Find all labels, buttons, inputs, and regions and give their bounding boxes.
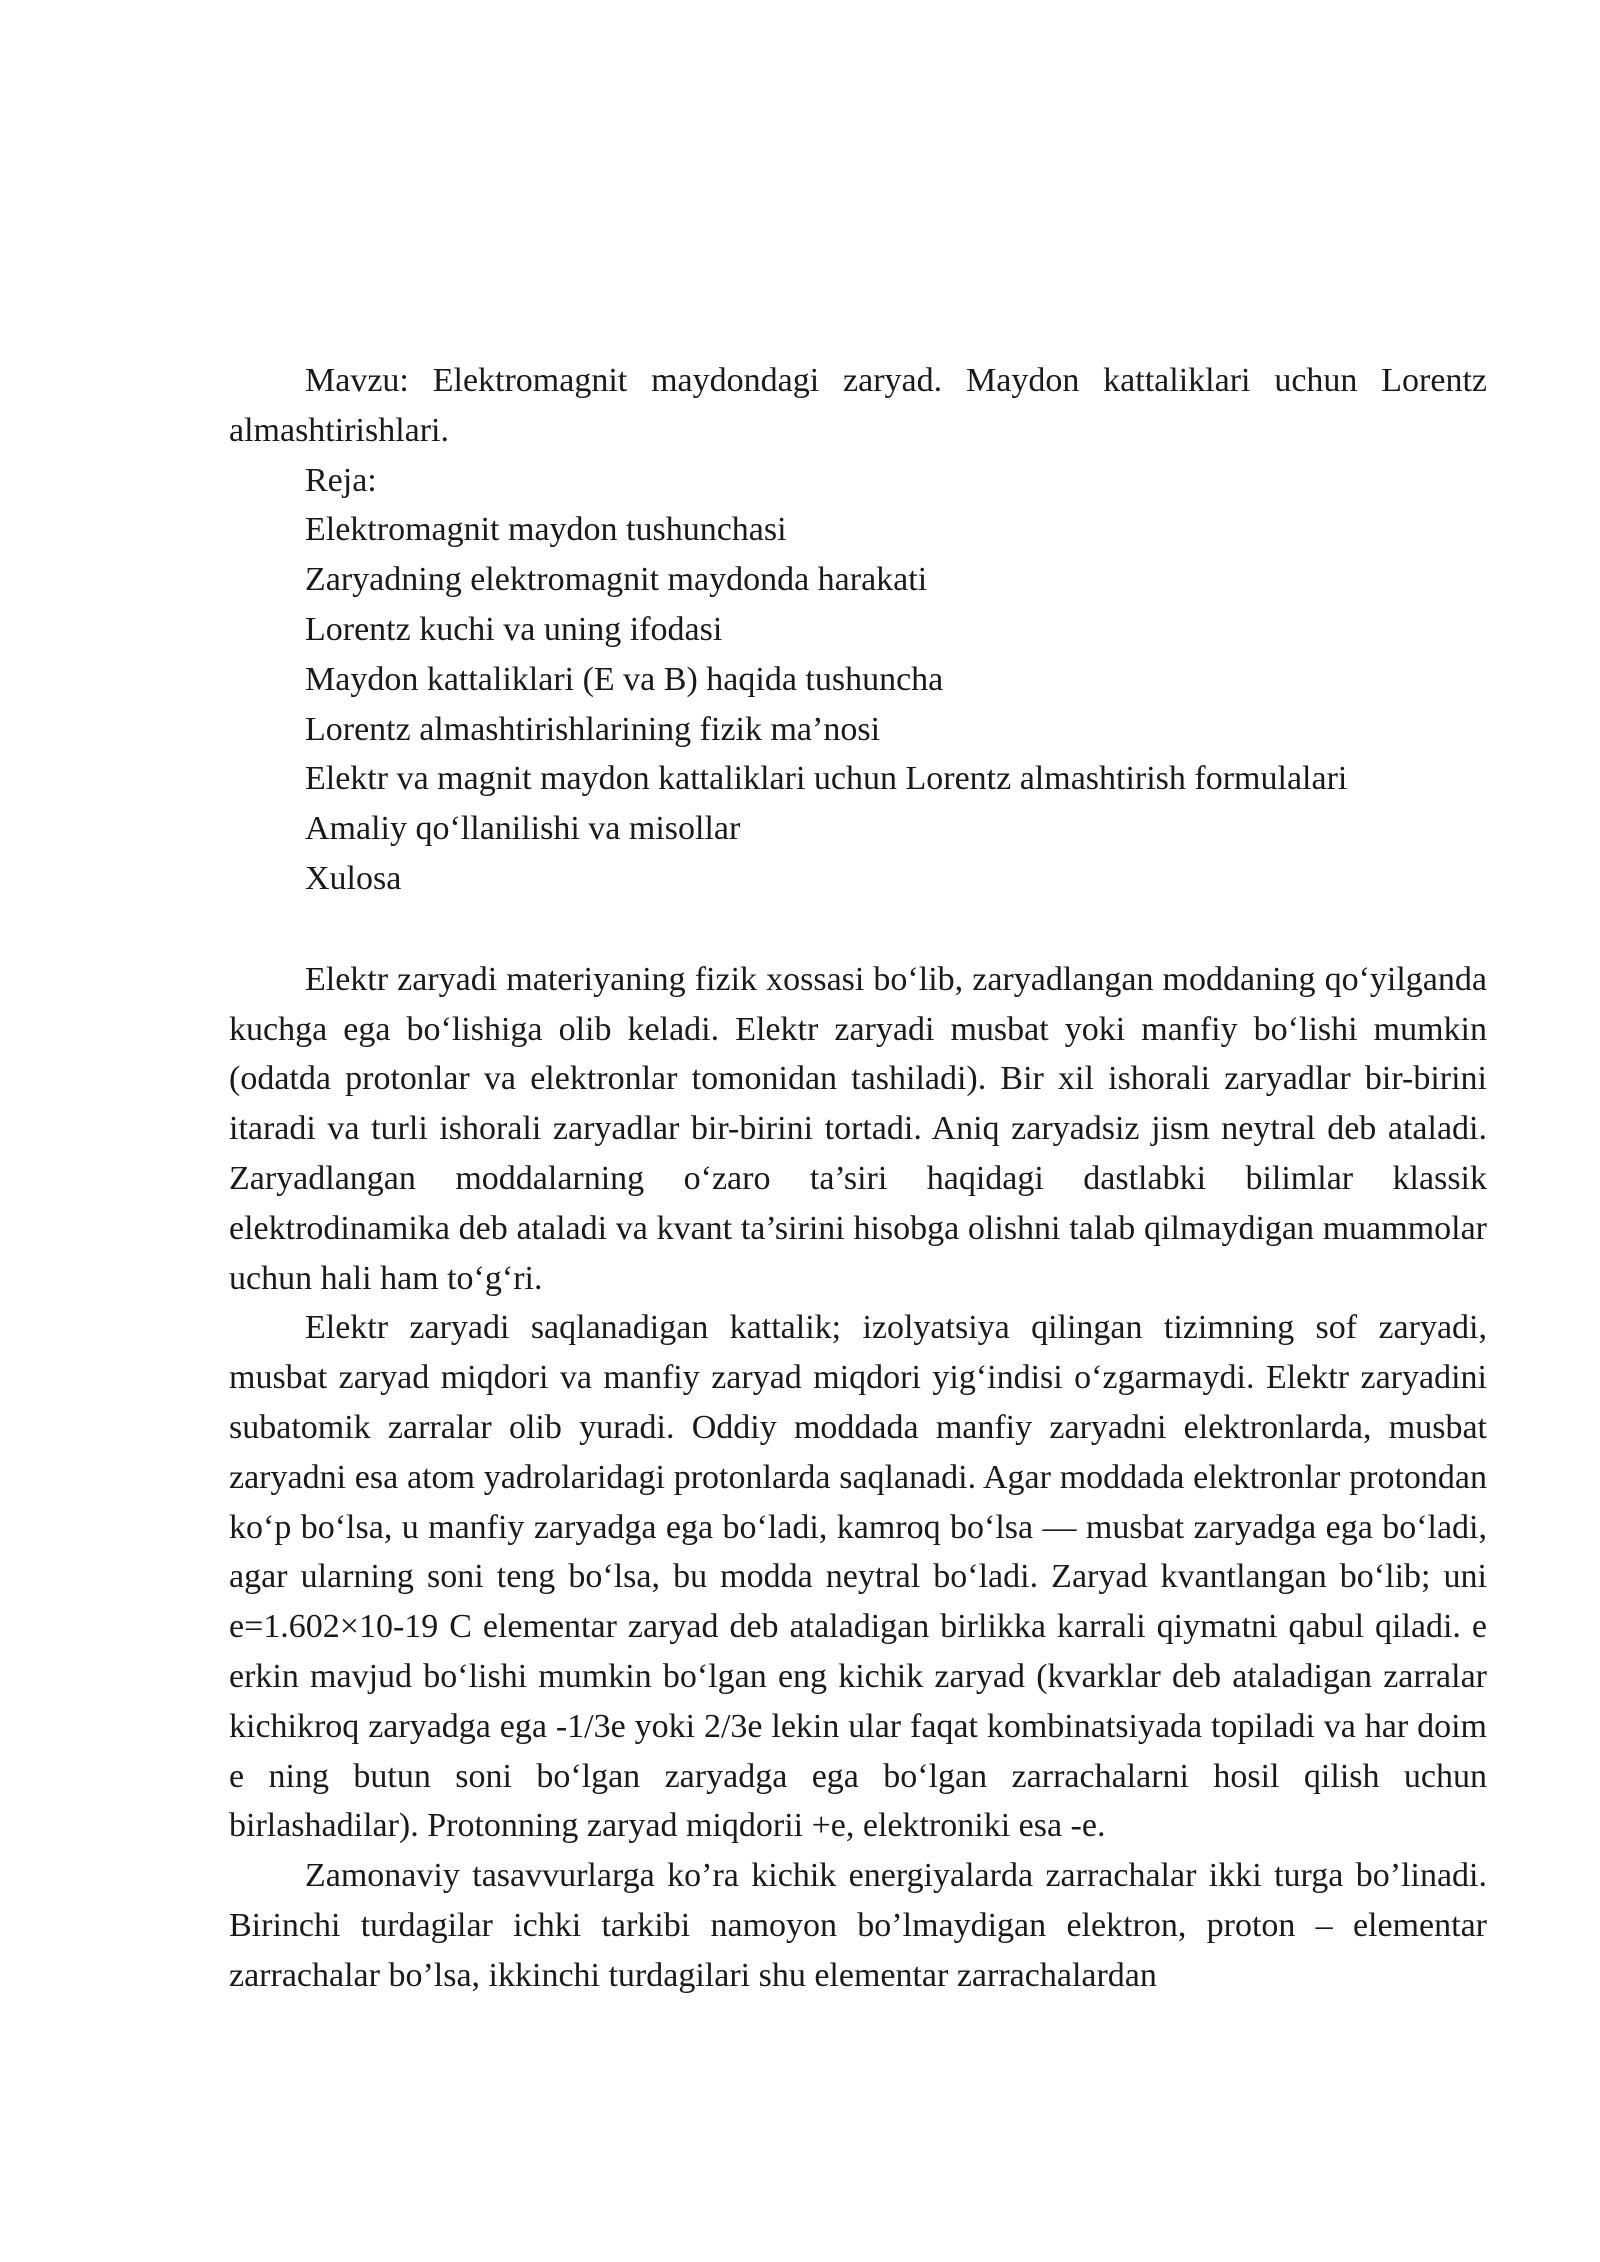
plan-heading: Reja: <box>305 461 377 499</box>
document-title: Mavzu: Elektromagnit maydondagi zaryad. Maydon kattaliklari uchun Lorentz almashtirishlari. <box>229 362 1487 449</box>
document-page <box>229 356 1487 2001</box>
plan-item: Elektromagnit maydon tushunchasi <box>305 511 787 549</box>
body-paragraph: Zamonaviy tasavvurlarga ko’ra kichik energiyalarda zarrachalar ikki turga bo’linadi. Birinchi turdagilar ichki tarkibi namoyon bo’lmaydigan elektron, proton – elementar zarrachalar bo’lsa, ikkinchi turdagilari shu elementar zarrachalardan <box>229 1857 1487 1994</box>
body-paragraph: Elektr zaryadi saqlanadigan kattalik; izolyatsiya qilingan tizimning sof zaryadi, musbat zaryad miqdori va manfiy zaryad miqdori yig‘indisi o‘zgarmaydi. Elektr zaryadini subatomik zarralar olib yuradi. Oddiy moddada manfiy zaryadni elektronlarda, musbat zaryadni esa atom yadrolaridagi protonlarda saqlanadi. Agar moddada elektronlar protondan ko‘p bo‘lsa, u manfiy zaryadga ega bo‘ladi, kamroq bo‘lsa — musbat zaryadga ega bo‘ladi, agar ularning soni teng bo‘lsa, bu modda neytral bo‘ladi. Zaryad kvantlangan bo‘lib; uni e=1.602×10-19 C elementar zaryad deb ataladigan birlikka karrali qiymatni qabul qiladi. e erkin mavjud bo‘lishi mumkin bo‘lgan eng kichik zaryad (kvarklar deb ataladigan zarralar kichikroq zaryadga ega -1/3e yoki 2/3e lekin ular faqat kombinatsiyada topiladi va har doim e ning butun soni bo‘lgan zaryadga ega bo‘lgan zarrachalarni hosil qilish uchun birlashadilar). Protonning zaryad miqdorii +e, elektroniki esa -e. <box>229 1309 1487 1845</box>
plan-list <box>229 505 1487 903</box>
body-paragraph: Elektr zaryadi materiyaning fizik xossasi bo‘lib, zaryadlangan moddaning qo‘yilganda kuchga ega bo‘lishiga olib keladi. Elektr zaryadi musbat yoki manfiy bo‘lishi mumkin (odatda protonlar va elektronlar tomonidan tashiladi). Bir xil ishorali zaryadlar bir-birini itaradi va turli ishorali zaryadlar bir-birini tortadi. Aniq zaryadsiz jism neytral deb ataladi. Zaryadlangan moddalarning o‘zaro ta’siri haqidagi dastlabki bilimlar klassik elektrodinamika deb ataladi va kvant ta’sirini hisobga olishni talab qilmaydigan muammolar uchun hali ham to‘g‘ri. <box>229 960 1487 1297</box>
plan-item: Lorentz almashtirishlarining fizik ma’nosi <box>305 710 881 748</box>
plan-item: Zaryadning elektromagnit maydonda harakati <box>305 561 928 599</box>
plan-item: Lorentz kuchi va uning ifodasi <box>305 610 723 648</box>
plan-item: Elektr va magnit maydon kattaliklari uchun Lorentz almashtirish formulalari <box>305 760 1348 798</box>
section-gap <box>229 904 1487 955</box>
plan-item: Maydon kattaliklari (E va B) haqida tushuncha <box>305 660 944 698</box>
plan-item: Xulosa <box>305 859 402 897</box>
plan-item: Amaliy qo‘llanilishi va misollar <box>305 810 741 848</box>
